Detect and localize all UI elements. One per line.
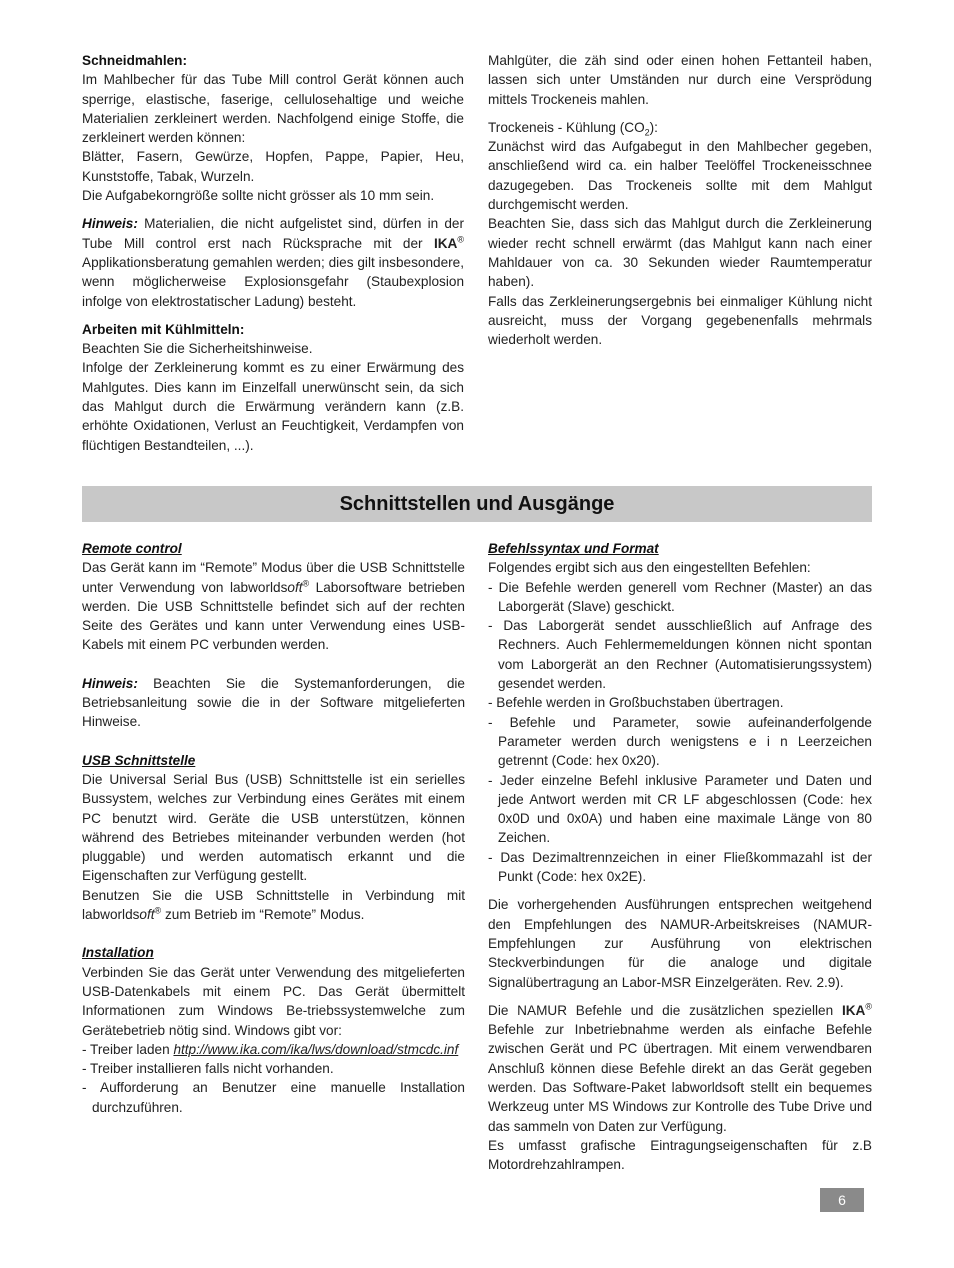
- namur-paragraph-3: Es umfasst grafische Eintragungseigenschaften für z.B Motordrehzahlrampen.: [488, 1137, 872, 1173]
- installation-step-driver-download: - Treiber laden http://www.ika.com/ika/lws/download/stmcdc.inf: [82, 1041, 459, 1057]
- installation-step-manual: - Aufforderung an Benutzer eine manuelle Installation durchzuführen.: [82, 1080, 465, 1115]
- hinweis-label: Hinweis:: [82, 675, 138, 691]
- kuehlmittel-safety: Beachten Sie die Sicherheitshinweise.: [82, 341, 313, 357]
- namur-paragraph-2: Die NAMUR Befehle und die zusätzlichen speziellen IKA® Befehle zur Inbetriebnahme werden als einfache Befehle zwischen Gerät und PC übertragen. Mit einem verwendbaren Anschluß können diese Befehle direkt an das Gerät gegeben werden. Das Software-Paket labworldsoft stellt ein bequemes Werkzeug unter MS Windows zur Kontrolle des Tube Drive und das sammeln von Daten zur Verfügung.: [488, 1001, 872, 1134]
- trockeneis-paragraph-1: Zunächst wird das Aufgabegut in den Mahlbecher gegeben, anschließend wird ca. ein halber Teelöffel Trockeneisschnee dazugegeben. Das Trockeneis sollte mit dem Mahlgut durchgemischt werden.: [488, 139, 872, 213]
- trockeneis-paragraph-2: Beachten Sie, dass sich das Mahlgut durch die Zerkleinerung wieder recht schnell erwärmt (das Mahlgut kann nach einer Mahldauer von ca. 30 Sekunden wieder Raumtemperatur haben).: [488, 216, 872, 290]
- schneidmahlen-materials: Blätter, Fasern, Gewürze, Hopfen, Pappe, Papier, Heu, Kunststoffe, Tabak, Wurzeln.: [82, 149, 464, 184]
- schneidmahlen-grain-size: Die Aufgabekorngröße sollte nicht grösser als 10 mm sein.: [82, 188, 435, 204]
- trockeneis-paragraph-3: Falls das Zerkleinerungsergebnis bei einmaliger Kühlung nicht ausreicht, muss der Vorgang gegebenenfalls mehrmals wiederholt werden.: [488, 293, 872, 348]
- remote-control-heading: Remote control: [82, 541, 182, 556]
- schneidmahlen-paragraph: Im Mahlbecher für das Tube Mill control Gerät können auch sperrige, elastische, faserige, cellulosehaltige und weiche Materialien zerkleinert werden. Nachfolgend einige Stoffe, die zerkleinert werden können:: [82, 72, 464, 146]
- section-title-band: [82, 486, 872, 522]
- list-item: - Befehle und Parameter, sowie aufeinanderfolgende Parameter werden durch wenigstens e i n Leerzeichen getrennt (Code: hex 0x20).: [488, 714, 872, 769]
- trockeneis-heading: Trockeneis - Kühlung $(CO_2)$:: [488, 119, 658, 138]
- remote-control-paragraph: Das Gerät kann im “Remote” Modus über die USB Schnittstelle unter Verwendung von labworldsoft® Laborsoftware betrieben werden. Die USB Schnittstelle befindet sich auf der rechten Seite des Gerätes und kann unter Verwendung eines USB-Kabels mit einem PC verbunden werden.: [82, 560, 465, 653]
- driver-download-link[interactable]: http://www.ika.com/ika/lws/download/stmcdc.inf: [173, 1041, 459, 1057]
- list-item: - Das Dezimaltrennzeichen in einer Fließkommazahl ist der Punkt (Code: hex 0x2E).: [488, 849, 872, 885]
- fettanteil-paragraph: Mahlgüter, die zäh sind oder einen hohen Fettanteil haben, lassen sich unter Umständen nur durch eine Versprödung mittels Trockeneis mahlen.: [488, 53, 872, 107]
- schneidmahlen-heading: Schneidmahlen:: [82, 53, 187, 68]
- kuehlmittel-heading: Arbeiten mit Kühlmitteln:: [82, 321, 245, 337]
- hinweis-label: Hinweis:: [82, 216, 138, 232]
- hinweis-system: Hinweis: Beachten Sie die Systemanforderungen, die Betriebsanleitung sowie die in der Software mitgelieferten Hinweise.: [82, 675, 465, 730]
- ika-brand: IKA: [433, 235, 458, 251]
- section-title: Schnittstellen und Ausgänge: [339, 492, 615, 515]
- list-item: - Das Laborgerät sendet ausschließlich auf Anfrage des Rechners. Auch Fehlermemeldungen können nicht spontan vom Laborgerät an den Rechner (Automatisierungssystem) gesendet werden.: [488, 618, 872, 692]
- installation-step-install: - Treiber installieren falls nicht vorhanden.: [82, 1061, 334, 1077]
- top-right-column: [488, 51, 872, 349]
- list-item: - Die Befehle werden generell vom Rechner (Master) an das Laborgerät (Slave) geschickt.: [488, 579, 872, 614]
- hinweis-materials: Hinweis: Materialien, die nicht aufgelistet sind, dürfen in der Tube Mill control erst nach Rücksprache mit der IKA® Applikationsberatung gemahlen werden; dies gilt insbesondere, wenn möglicherweise Explosionsgefahr (Staubexplosion infolge von elektrostatischer Ladung) besteht.: [82, 216, 464, 309]
- installation-paragraph: Verbinden Sie das Gerät unter Verwendung des mitgelieferten USB-Datenkabels mit einem PC. Das Gerät übermittelt Informationen zum Windows Be-triebssystemwelche zum Gerätebetrieb nötig sind. Windows gibt vor:: [82, 964, 465, 1038]
- bottom-left-column: [82, 539, 465, 1117]
- usb-paragraph-1: Die Universal Serial Bus (USB) Schnittstelle ist ein serielles Bussystem, welches zur Verbindung eines Gerätes mit einem PC benutzt wird. Geräte die USB unterstützen, können während des Betriebes miteinander verbunden werden (hot pluggable) und werden automatisch erkannt und die Eigenschaften zur Verfügung gestellt.: [82, 771, 465, 884]
- bottom-right-column: [488, 539, 872, 1175]
- namur-paragraph-1: Die vorhergehenden Ausführungen entsprechen weitgehend den Empfehlungen des NAMUR-Arbeitskreises (NAMUR-Empfehlungen zur Ausführung von elektrischen Steckverbindungen für die analoge und digitale Signalübertragung an Labor-MSR Einzelgeräten. Rev. 2.9).: [488, 897, 872, 990]
- befehlssyntax-heading: Befehlssyntax und Format: [488, 541, 659, 556]
- page-number: 6: [820, 1188, 864, 1212]
- usb-heading: USB Schnittstelle: [82, 752, 196, 768]
- installation-heading: Installation: [82, 945, 154, 961]
- list-item: - Befehle werden in Großbuchstaben übertragen.: [488, 695, 784, 711]
- list-item: - Jeder einzelne Befehl inklusive Parameter und Daten und jede Antwort werden mit CR LF abgeschlossen (Code: hex 0x0D und 0x0A) und haben eine maximale Länge von 80 Zeichen.: [488, 772, 872, 846]
- top-left-column: [82, 51, 464, 455]
- ika-brand: IKA: [841, 1002, 866, 1018]
- befehlssyntax-intro: Folgendes ergibt sich aus den eingestellten Befehlen:: [488, 560, 811, 576]
- usb-paragraph-2: Benutzen Sie die USB Schnittstelle in Verbindung mit labworldsoft® zum Betrieb im “Remote” Modus.: [82, 887, 465, 923]
- kuehlmittel-paragraph: Infolge der Zerkleinerung kommt es zu einer Erwärmung des Mahlgutes. Dies kann im Einzelfall unerwünscht sein, da sich das Mahlgut durch die Erwärmung verändern kann (z.B. erhöhte Oxidationen, Verlust an Feuchtigkeit, Verdampfen von flüchtigen Bestandteilen, ...).: [82, 360, 464, 453]
